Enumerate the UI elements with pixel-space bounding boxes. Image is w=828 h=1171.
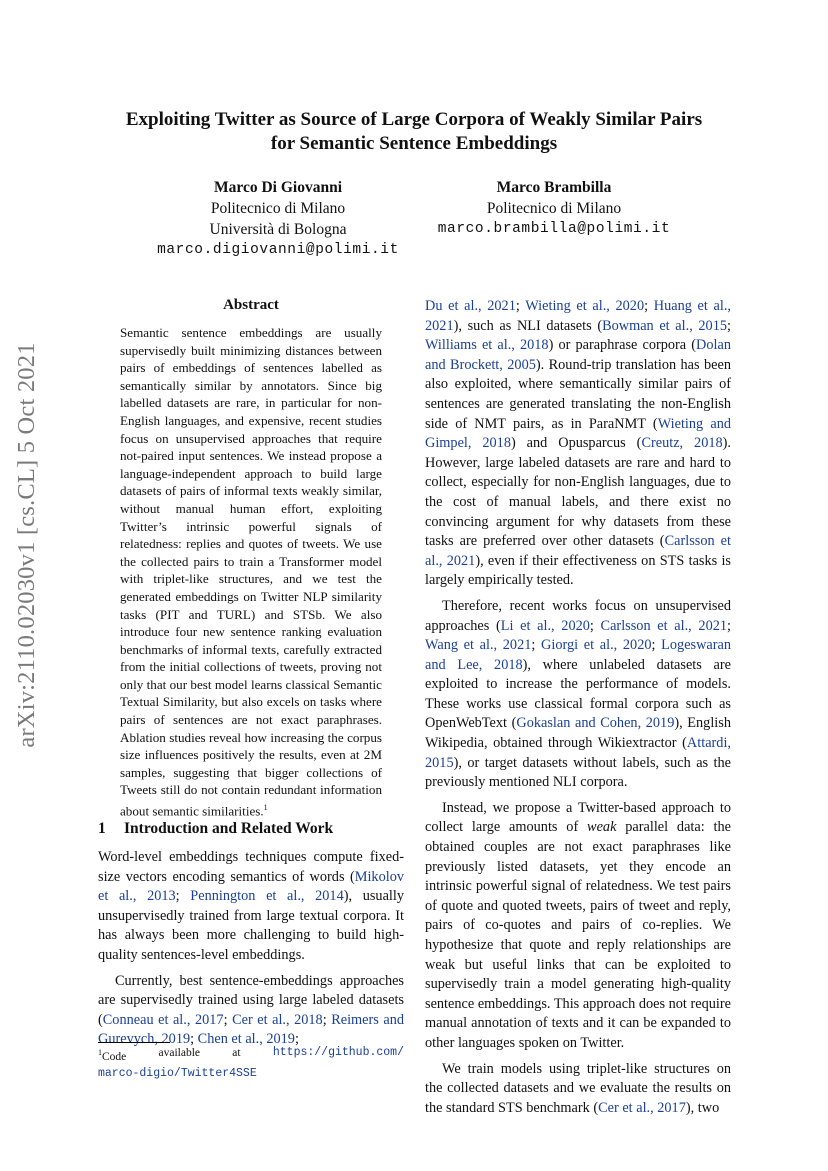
citation-link[interactable]: Cer et al., 2017 xyxy=(598,1099,686,1116)
footnote-url[interactable]: https://github.com/ xyxy=(272,1046,404,1059)
citation-link[interactable]: Carlsson et al., 2021 xyxy=(425,533,731,569)
paragraph xyxy=(425,799,731,1054)
title-line-2: for Semantic Sentence Embeddings xyxy=(270,133,558,154)
text: ; xyxy=(651,637,662,654)
footnote-url[interactable]: marco-digio/Twitter4SSE xyxy=(98,1066,257,1080)
section-title: Introduction and Related Work xyxy=(124,820,334,837)
text: ; xyxy=(727,617,731,634)
text: We train models using triplet-like structures on the collected datasets and we evaluate the results on the standard STS benchmark ( xyxy=(425,1060,731,1116)
citation-link[interactable]: Conneau et al., 2017 xyxy=(102,1011,224,1028)
paragraph xyxy=(425,597,731,793)
left-column-body xyxy=(98,848,404,1050)
citation-link[interactable]: Bowman et al., 2015 xyxy=(602,317,727,334)
text: ; xyxy=(644,298,654,314)
text: Therefore, recent works focus on unsupervised approaches ( xyxy=(425,597,731,634)
text: Word-level embeddings techniques compute fixed-size vectors encoding semantics of words ( xyxy=(98,849,404,885)
author-affiliation: Politecnico di Milano xyxy=(210,200,346,217)
text: ), or target datasets without labels, such as the previously mentioned NLI corpora. xyxy=(425,754,731,791)
author-block-2 xyxy=(420,177,688,240)
section-number: 1 xyxy=(98,820,106,837)
citation-link[interactable]: Dolan and Brockett, 2005 xyxy=(425,337,731,373)
text: Instead, we propose a Twitter-based approach to collect large amounts of xyxy=(425,799,731,836)
citation-link[interactable]: Williams et al., 2018 xyxy=(425,337,549,354)
author-affiliation: Politecnico di Milano xyxy=(486,200,622,217)
citation-link[interactable]: Li et al., 2020 xyxy=(500,617,590,634)
text: ), even if their effectiveness on STS tasks is largely empirically tested. xyxy=(425,552,731,589)
text: ; xyxy=(223,1011,233,1028)
citation-link[interactable]: Gokaslan and Cohen, 2019 xyxy=(516,715,675,732)
text: Currently, best sentence-embeddings approaches are supervisedly trained using large labeled datasets ( xyxy=(98,972,404,1028)
author-name: Marco Di Giovanni xyxy=(213,179,343,196)
footnote-line-1 xyxy=(98,1045,404,1065)
arxiv-identifier: arXiv:2110.02030v1 [cs.CL] 5 Oct 2021 xyxy=(13,342,40,748)
text: ; xyxy=(727,317,731,334)
author-block-1 xyxy=(138,177,418,261)
citation-link[interactable]: Wang et al., 2021 xyxy=(425,637,532,654)
text: ; xyxy=(531,637,542,654)
emphasis: weak xyxy=(587,819,617,836)
text: ). However, large labeled datasets are rare and hard to collect, especially for non-English languages, due to the cost of manual labels, and there exist no convincing argument for why datasets from these tasks are preferred over other datasets ( xyxy=(425,435,731,550)
footnote xyxy=(98,1045,404,1082)
text: ) and Opusparcus ( xyxy=(510,435,642,452)
citation-link[interactable]: Cer et al., 2018 xyxy=(232,1011,323,1028)
citation-link[interactable]: Wieting et al., 2020 xyxy=(525,298,645,314)
citation-link[interactable]: Reimers and Gurevych, 2019 xyxy=(98,1011,405,1048)
citation-link[interactable]: Pennington et al., 2014 xyxy=(190,888,344,905)
footnote-mark[interactable]: 1 xyxy=(263,803,268,813)
title-line-1: Exploiting Twitter as Source of Large Corpora of Weakly Similar Pairs xyxy=(125,109,703,130)
text: ; xyxy=(589,617,601,634)
abstract-body: Semantic sentence embeddings are usually supervisedly built minimizing distances between pairs of embeddings of sentences labelled as semantically similar by annotators. Since big labelled datasets are rare, in particular for non-English languages, and expensive, recent studies focus on unsupervised approaches that require not-paired input sentences. We instead propose a language-independent approach to build large datasets of pairs of informal texts weakly similar, without manual human effort, exploiting Twitter’s intrinsic powerful signals of relatedness: replies and quotes of tweets. We use the collected pairs to train a Transformer model with triplet-like structures, and we test the generated embeddings on Twitter NLP similarity tasks (PIT and TURL) and STSb. We also introduce four new sentence ranking evaluation benchmarks of informal texts, carefully extracted from the initial collections of tweets, proving not only that our best model learns classical Semantic Textual Similarity, but also excels on tasks where pairs of sentences are not exact paraphrases. Ablation studies reveal how increasing the corpus size influences positively the results, even at 2M samples, suggesting that bigger collections of Tweets still do not contain redundant information about semantic similarities. xyxy=(120,325,382,819)
text: ; xyxy=(322,1011,332,1028)
paragraph xyxy=(98,972,404,1050)
text: ). Round-trip translation has been also exploited, where semantically similar pairs of sentences are generated translating the non-English side of NMT pairs, as in ParaNMT ( xyxy=(425,356,731,432)
text: parallel data: the obtained couples are not exact paraphrases like previously listed datasets, yet they encode an intrinsic powerful signal of relatedness. We test pairs of quote and quoted tweets, pairs of tweet and reply, pairs of co-quotes and pairs of co-replies. We hypothesize that quote and reply relationships are weak but useful links that can be exploited to supervisedly train a model generating high-quality sentence embeddings. This approach does not require manual annotation of texts and it can be expanded to other languages spoken on Twitter. xyxy=(425,819,731,1051)
footnote-divider xyxy=(98,1042,170,1043)
text: ), such as NLI datasets ( xyxy=(453,317,603,334)
abstract-heading: Abstract xyxy=(223,297,279,313)
citation-link[interactable]: Chen et al., 2019 xyxy=(197,1031,295,1048)
citation-link[interactable]: Wieting and Gimpel, 2018 xyxy=(425,415,731,452)
citation-link[interactable]: Creutz, 2018 xyxy=(641,435,723,452)
text: ), where unlabeled datasets are exploited to increase the performance of models. These works use classical formal corpora such as OpenWebText ( xyxy=(425,656,731,732)
text: ), English Wikipedia, obtained through Wikiextractor ( xyxy=(425,715,731,752)
citation-link[interactable]: Giorgi et al., 2020 xyxy=(541,637,652,654)
author-email[interactable]: marco.digiovanni@polimi.it xyxy=(157,242,399,258)
text: ), usually unsupervisedly trained from large textual corpora. It has always been more challenging to build high-quality sentences-level embeddings. xyxy=(98,888,405,963)
paper-title xyxy=(90,108,738,156)
footnote-word: at xyxy=(232,1047,241,1059)
citation-link[interactable]: Mikolov et al., 2013 xyxy=(98,868,404,905)
author-name: Marco Brambilla xyxy=(496,179,612,196)
footnote-label: Code xyxy=(102,1050,127,1063)
citation-link[interactable]: Logeswaran and Lee, 2018 xyxy=(425,637,732,673)
text: ; xyxy=(515,298,526,314)
author-email[interactable]: marco.brambilla@polimi.it xyxy=(437,221,671,237)
abstract-text xyxy=(120,324,382,820)
text: ; xyxy=(190,1031,198,1048)
citation-link[interactable]: Attardi, 2015 xyxy=(425,735,731,771)
author-affiliation: Università di Bologna xyxy=(209,221,347,238)
footnote-mark: 1 xyxy=(98,1048,102,1057)
text: ; xyxy=(294,1031,299,1048)
paragraph xyxy=(425,1060,731,1119)
section-heading xyxy=(98,820,333,838)
citation-link[interactable]: Du et al., 2021 xyxy=(425,298,516,314)
citation-link[interactable]: Carlsson et al., 2021 xyxy=(600,617,728,634)
text: ), two xyxy=(685,1099,720,1116)
footnote-word: available xyxy=(158,1047,201,1059)
text: ) or paraphrase corpora ( xyxy=(548,337,697,354)
citation-link[interactable]: Huang et al., 2021 xyxy=(425,298,731,334)
paragraph xyxy=(425,297,731,591)
paragraph xyxy=(98,848,404,966)
right-column-body xyxy=(425,297,731,1118)
text: ; xyxy=(175,888,191,905)
